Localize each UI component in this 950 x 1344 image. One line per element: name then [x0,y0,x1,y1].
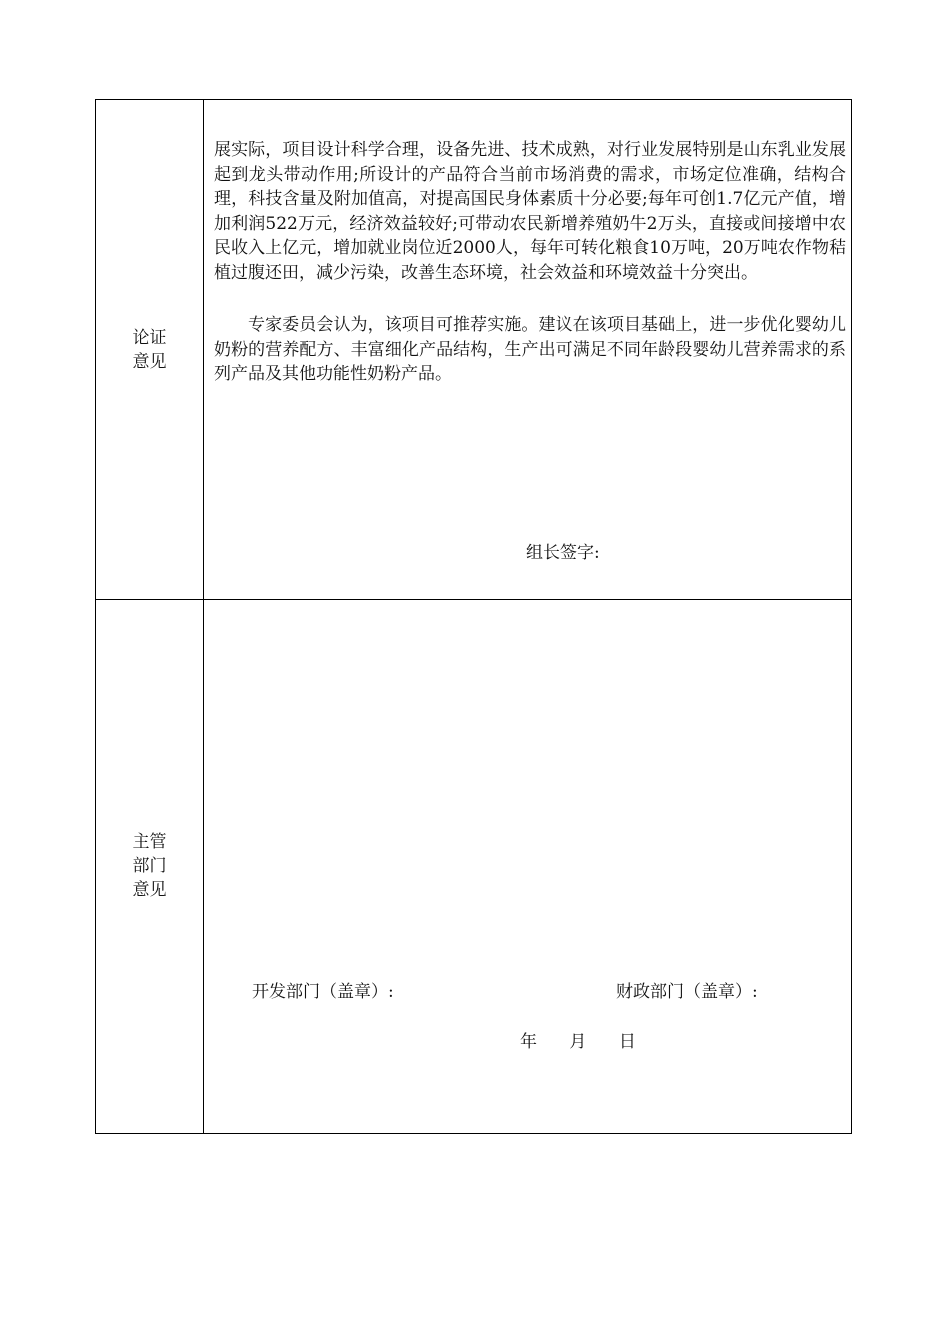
opinion-label-cell [96,100,204,599]
approval-form-table [95,99,852,1134]
date-line: 年 月 日 [520,1032,636,1052]
dept-label: 主管 部门 意见 [132,832,167,900]
fin-dept-seal-label: 财政部门（盖章）: [616,982,758,1002]
opinion-paragraph-2: 专家委员会认为，该项目可推荐实施。建议在该项目基础上，进一步优化婴幼儿奶粉的营养配方、丰富细化产品结构，生产出可满足不同年龄段婴幼儿营养需求的系列产品及其他功能性奶粉产品。 [214,315,846,384]
opinion-row [96,100,851,600]
dept-row [96,599,851,1133]
dept-label-cell [96,599,204,1133]
opinion-label: 论证 意见 [132,327,167,372]
opinion-content-cell [204,100,851,599]
dev-dept-seal-label: 开发部门（盖章）: [252,982,394,1002]
group-leader-signature-label: 组长签字: [526,543,600,563]
opinion-paragraph-1: 展实际，项目设计科学合理，设备先进、技术成熟，对行业发展特别是山东乳业发展起到龙头带动作用;所设计的产品符合当前市场消费的需求，市场定位准确，结构合理，科技含量及附加值高，对提高国民身体素质十分必要;每年可创1.7亿元产值，增加利润522万元，经济效益较好;可带动农民新增养殖奶牛2万头，直接或间接增中农民收入上亿元，增加就业岗位近2000人，每年可转化粮食10万吨，20万吨农作物秸植过腹还田，减少污染，改善生态环境，社会效益和环境效益十分突出。 [214,140,846,283]
dept-content-cell [204,599,851,1133]
